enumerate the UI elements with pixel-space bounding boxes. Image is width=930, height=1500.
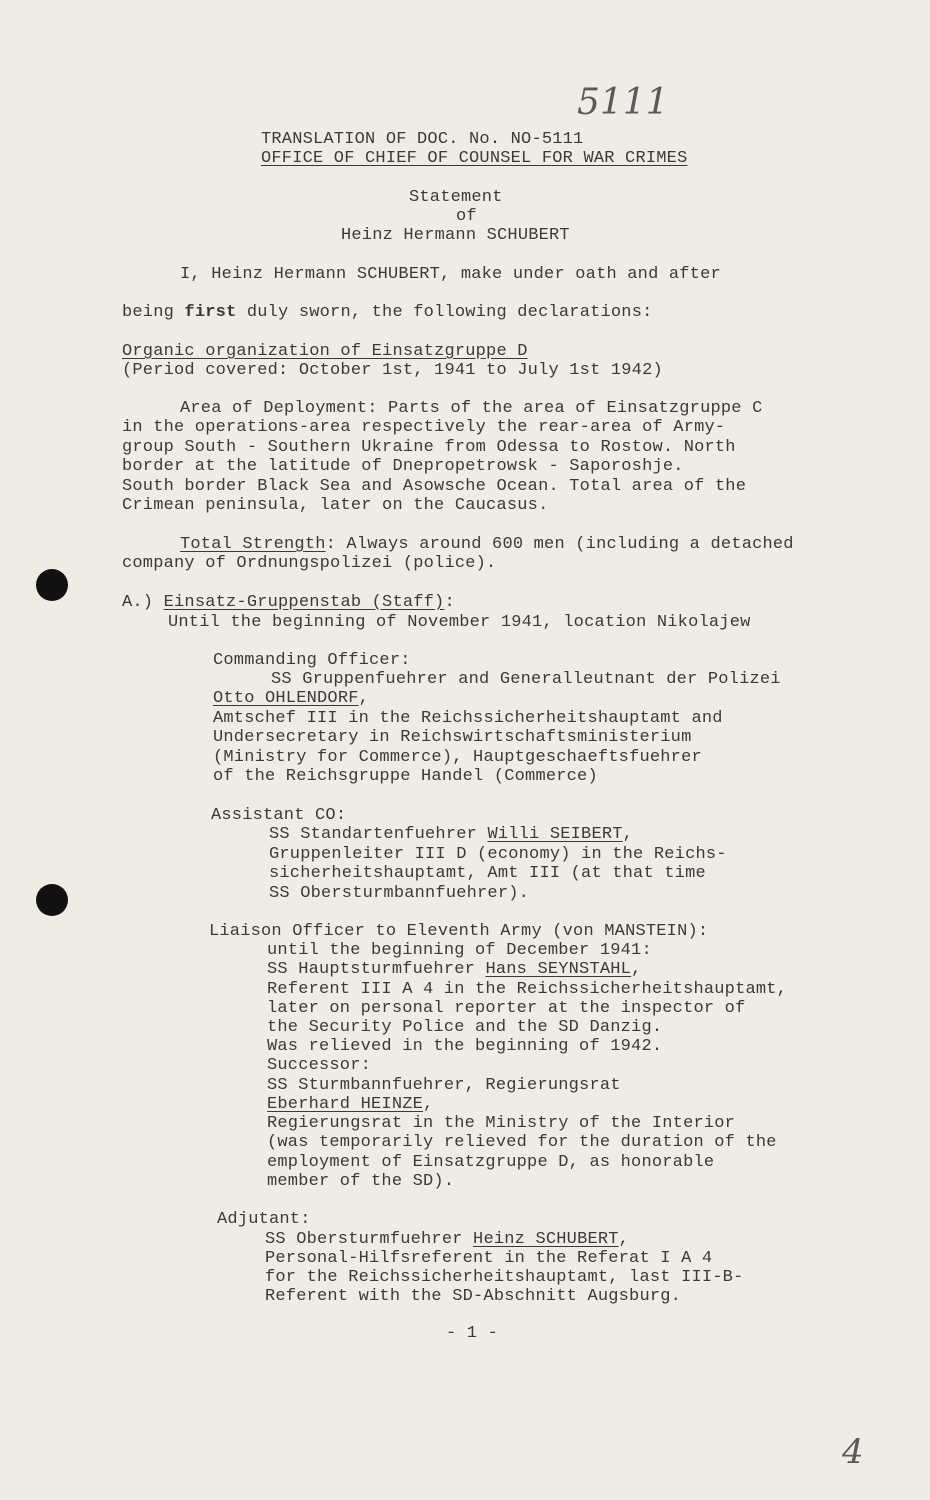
liaison-line-4: later on personal reporter at the inspector of [267, 999, 746, 1018]
header-translation: TRANSLATION OF DOC. No. NO-5111 [261, 130, 584, 149]
co-line-3: Amtschef III in the Reichssicherheitshauptamt and [213, 709, 723, 728]
area-line-3: group South - Southern Ukraine from Odessa to Rostow. North [122, 438, 736, 457]
adjutant-line-3: for the Reichssicherheitshauptamt, last III-B- [265, 1268, 744, 1287]
liaison-label: Liaison Officer to Eleventh Army (von MANSTEIN): [209, 922, 709, 941]
title-of: of [456, 207, 477, 226]
adjutant-line-1: SS Obersturmfuehrer Heinz SCHUBERT, [265, 1230, 630, 1249]
adjutant-line-4: Referent with the SD-Abschnitt Augsburg. [265, 1287, 682, 1306]
liaison-line-11: (was temporarily relieved for the duration of the [267, 1133, 777, 1152]
aco-line-2: Gruppenleiter III D (economy) in the Reichs- [269, 845, 727, 864]
co-line-4: Undersecretary in Reichswirtschaftsministerium [213, 728, 692, 747]
co-label: Commanding Officer: [213, 651, 411, 670]
area-line-2: in the operations-area respectively the rear-area of Army- [122, 418, 726, 437]
area-line-5: South border Black Sea and Asowsche Ocean. Total area of the [122, 477, 747, 496]
punch-hole [36, 569, 68, 601]
liaison-line-13: member of the SD). [267, 1172, 455, 1191]
liaison-line-9: Eberhard HEINZE, [267, 1095, 434, 1114]
aco-line-1: SS Standartenfuehrer Willi SEIBERT, [269, 825, 634, 844]
header-office: OFFICE OF CHIEF OF COUNSEL FOR WAR CRIMES [261, 149, 688, 168]
area-line-6: Crimean peninsula, later on the Caucasus. [122, 496, 549, 515]
staff-location: Until the beginning of November 1941, location Nikolajew [168, 613, 751, 632]
handwritten-page-mark: 4 [842, 1432, 864, 1472]
liaison-line-2: SS Hauptsturmfuehrer Hans SEYNSTAHL, [267, 960, 642, 979]
strength-line-2: company of Ordnungspolizei (police). [122, 554, 497, 573]
area-line-4: border at the latitude of Dnepropetrowsk - Saporoshje. [122, 457, 684, 476]
liaison-line-6: Was relieved in the beginning of 1942. [267, 1037, 663, 1056]
intro-line-2: being first duly sworn, the following declarations: [122, 303, 653, 322]
adjutant-label: Adjutant: [217, 1210, 311, 1229]
co-line-6: of the Reichsgruppe Handel (Commerce) [213, 767, 598, 786]
co-line-5: (Ministry for Commerce), Hauptgeschaeftsfuehrer [213, 748, 702, 767]
title-name: Heinz Hermann SCHUBERT [341, 226, 570, 245]
co-name: Otto OHLENDORF, [213, 689, 370, 708]
intro-line-1: I, Heinz Hermann SCHUBERT, make under oath and after [180, 265, 721, 284]
liaison-line-7: Successor: [267, 1056, 372, 1075]
punch-hole [36, 884, 68, 916]
liaison-line-8: SS Sturmbannfuehrer, Regierungsrat [267, 1076, 621, 1095]
co-line-1: SS Gruppenfuehrer and Generalleutnant der Polizei [271, 670, 781, 689]
title-statement: Statement [409, 188, 503, 207]
staff-heading: A.) Einsatz-Gruppenstab (Staff): [122, 593, 455, 612]
aco-line-4: SS Obersturmbannfuehrer). [269, 884, 530, 903]
page-number: - 1 - [446, 1324, 499, 1343]
org-heading: Organic organization of Einsatzgruppe D [122, 342, 528, 361]
adjutant-line-2: Personal-Hilfsreferent in the Referat I A 4 [265, 1249, 713, 1268]
liaison-line-12: employment of Einsatzgruppe D, as honorable [267, 1153, 715, 1172]
liaison-line-10: Regierungsrat in the Ministry of the Interior [267, 1114, 736, 1133]
liaison-line-3: Referent III A 4 in the Reichssicherheitshauptamt, [267, 980, 788, 999]
aco-label: Assistant CO: [211, 806, 347, 825]
aco-line-3: sicherheitshauptamt, Amt III (at that time [269, 864, 706, 883]
liaison-line-1: until the beginning of December 1941: [267, 941, 652, 960]
handwritten-doc-number: 5111 [577, 82, 669, 123]
org-period: (Period covered: October 1st, 1941 to July 1st 1942) [122, 361, 663, 380]
liaison-line-5: the Security Police and the SD Danzig. [267, 1018, 663, 1037]
strength-line-1: Total Strength: Always around 600 men (including a detached [180, 535, 794, 554]
area-line-1: Area of Deployment: Parts of the area of Einsatzgruppe C [180, 399, 763, 418]
